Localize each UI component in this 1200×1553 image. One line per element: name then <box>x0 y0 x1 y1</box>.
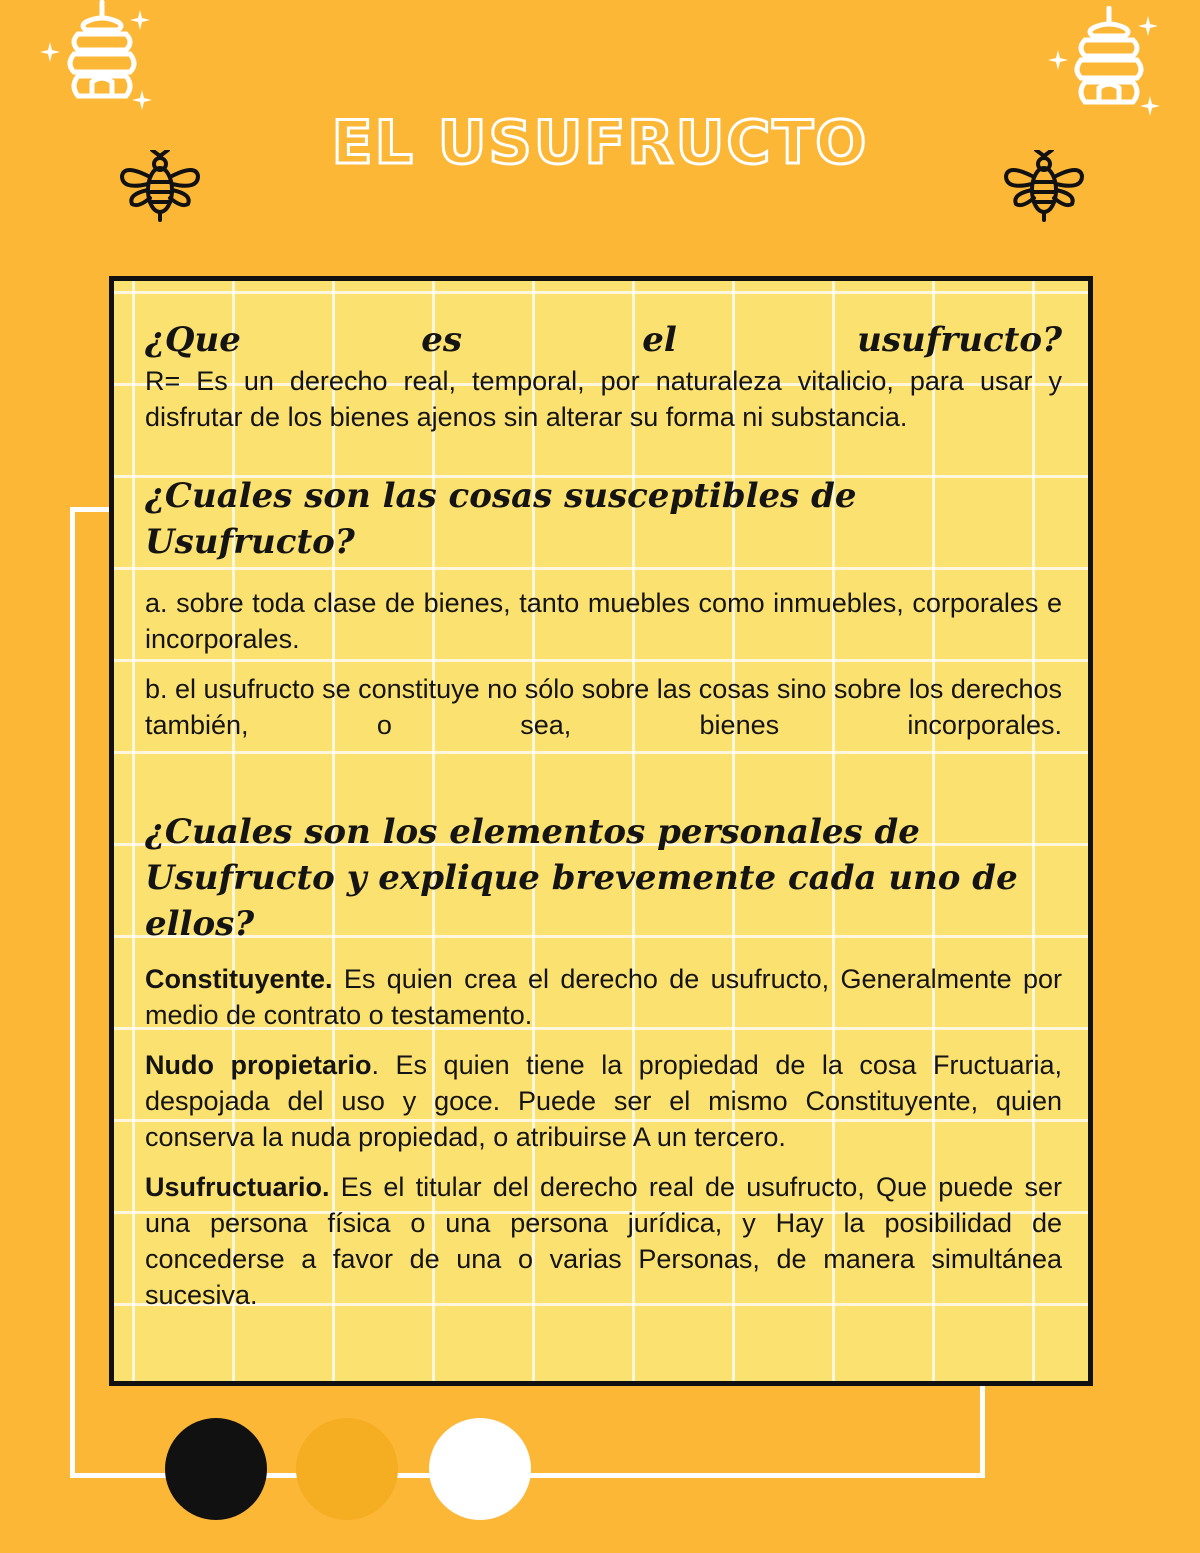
element-paragraph <box>145 1169 1062 1313</box>
content-card <box>109 276 1093 1386</box>
question-heading: ¿Que es el usufructo? <box>145 320 1062 360</box>
white-dot <box>429 1418 531 1520</box>
black-dot <box>165 1418 267 1520</box>
sparkle-icon <box>1136 14 1160 38</box>
element-text: Es el titular del derecho real de usufructo, Que puede ser una persona física o una persona jurídica, y Hay la posibilidad de concederse a favor de una o varias Personas, de manera simultánea sucesiva. <box>145 1172 1062 1310</box>
card-content <box>145 317 1062 1313</box>
element-paragraph <box>145 1047 1062 1155</box>
sparkle-icon <box>128 8 152 32</box>
page-title: EL USUFRUCTO <box>331 108 869 178</box>
decorative-frame-line <box>980 1384 985 1478</box>
answer-text: a. sobre toda clase de bienes, tanto muebles como inmuebles, corporales e incorporales. <box>145 588 1062 654</box>
sparkle-icon <box>38 40 62 64</box>
question-heading: ¿Cuales son las cosas susceptibles de Usufructo? <box>145 476 857 562</box>
answer-text: b. el usufructo se constituye no sólo sobre las cosas sino sobre los derechos también, o sea, bienes incorporales. <box>145 674 1062 740</box>
element-term: Nudo propietario <box>145 1050 372 1080</box>
element-term: Constituyente. <box>145 964 333 994</box>
decorative-frame-line <box>70 507 75 1477</box>
answer-text: R= Es un derecho real, temporal, por naturaleza vitalicio, para usar y disfrutar de los bienes ajenos sin alterar su forma ni substancia. <box>145 366 1062 432</box>
decorative-frame-line <box>70 507 110 512</box>
element-text: . Es quien tiene la propiedad de la cosa Fructuaria, despojada del uso y goce. Puede ser el mismo Constituyente, quien conserva la nuda propiedad, o atribuirse A un tercero. <box>145 1050 1063 1152</box>
sparkle-icon <box>1046 48 1070 72</box>
question-heading: ¿Cuales son los elementos personales de Usufructo y explique brevemente cada uno de ellos? <box>145 812 1018 944</box>
element-text: Es quien crea el derecho de usufructo, Generalmente por medio de contrato o testamento. <box>145 964 1062 1030</box>
orange-dot <box>296 1418 398 1520</box>
element-term: Usufructuario. <box>145 1172 330 1202</box>
element-paragraph <box>145 961 1062 1033</box>
